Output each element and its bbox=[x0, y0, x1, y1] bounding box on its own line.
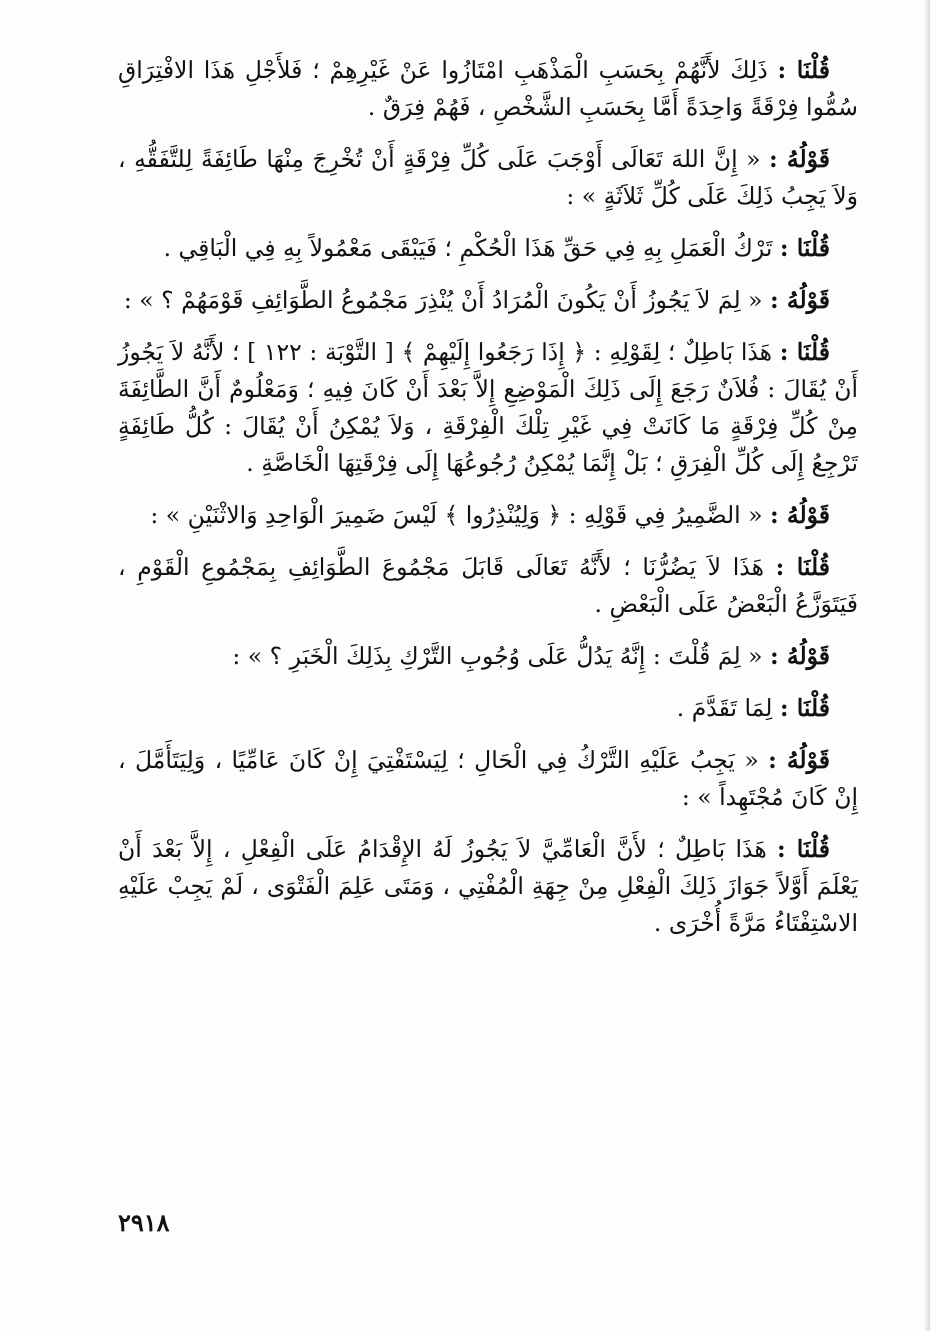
paragraph bbox=[118, 549, 858, 623]
paragraph-text: « الضَّمِيرُ فِي قَوْلِهِ : ﴿ وَلِيُنْذِرُوا ﴾ لَيْسَ ضَمِيرَ الْوَاحِدِ وَالاثْنَيْنِ » : bbox=[150, 501, 763, 529]
paragraph-text: هَذَا بَاطِلٌ ؛ لِقَوْلِهِ : ﴿ إِذَا رَجَعُوا إِلَيْهِمْ ﴾ [ التَّوْبَة : ١٢٢ ] ؛ لأَنَّهُ لاَ يَجُوزُ أَنْ يُقَالَ : فُلاَنٌ رَجَعَ إِلَى ذَلِكَ الْمَوْضِعِ إِلاَّ بَعْدَ أَنْ كَانَ فِيهِ ؛ وَمَعْلُومٌ أَنَّ الطَّائِفَةَ مِنْ كُلِّ فِرْقَةٍ مَا كَانَتْ فِي غَيْرِ تِلْكَ الْفِرْقَةِ ، وَلاَ يُمْكِنُ أَنْ يُقَالَ : كُلُّ طَائِفَةٍ تَرْجِعُ إِلَى كُلِّ الْفِرَقِ ؛ بَلْ إِنَّمَا يُمْكِنُ رُجُوعُهَا إِلَى فِرْقَتِهَا الْخَاصَّةِ . bbox=[118, 338, 858, 477]
paragraph-lead: قُلْنَا : bbox=[775, 553, 830, 581]
paragraph-text: تَرْكُ الْعَمَلِ بِهِ فِي حَقِّ هَذَا الْحُكْمِ ؛ فَيَبْقَى مَعْمُولاً بِهِ فِي الْبَاقِي . bbox=[163, 234, 773, 262]
paragraph bbox=[118, 742, 858, 816]
paragraph-lead: قُلْنَا : bbox=[779, 694, 830, 722]
paragraph-lead: قُلْنَا : bbox=[779, 234, 830, 262]
paragraph-lead: قَوْلُهُ : bbox=[768, 145, 830, 173]
paragraph-lead: قُلْنَا : bbox=[777, 56, 830, 84]
paragraph-text: « يَجِبُ عَلَيْهِ التَّرْكُ فِي الْحَالِ ؛ لِيَسْتَفْتِيَ إِنْ كَانَ عَامِّيًا ، وَلِيَتَأَمَّلَ ، إِنْ كَانَ مُجْتَهِداً » : bbox=[118, 746, 858, 811]
paragraph bbox=[118, 141, 858, 215]
paragraph-text: « لِمَ لاَ يَجُوزُ أَنْ يَكُونَ الْمُرَادُ أَنْ يُنْذِرَ مَجْمُوعُ الطَّوَائِفِ قَوْمَهُمْ ؟ » : bbox=[123, 286, 763, 314]
paragraph-lead: قَوْلُهُ : bbox=[768, 746, 830, 774]
paragraph-text: هَذَا بَاطِلٌ ؛ لأَنَّ الْعَامِّيَّ لاَ يَجُوزُ لَهُ الإِقْدَامُ عَلَى الْفِعْلِ ، إِلاَّ بَعْدَ أَنْ يَعْلَمَ أَوَّلاً جَوَازَ ذَلِكَ الْفِعْلِ مِنْ جِهَةِ الْمُفْتِي ، وَمَتَى عَلِمَ الْفَتْوَى ، لَمْ يَجِبْ عَلَيْهِ الاسْتِفْتَاءُ مَرَّةً أُخْرَى . bbox=[118, 835, 858, 937]
paragraph bbox=[118, 282, 858, 319]
paragraph bbox=[118, 638, 858, 675]
paragraph bbox=[118, 831, 858, 942]
paragraph-text: هَذَا لاَ يَضُرُّنَا ؛ لأَنَّهُ تَعَالَى قَابَلَ مَجْمُوعَ الطَّوَائِفِ بِمَجْمُوعِ الْقَوْمِ ، فَيَتَوَزَّعُ الْبَعْضُ عَلَى الْبَعْضِ . bbox=[118, 553, 858, 618]
paragraph-text: لِمَا تَقَدَّمَ . bbox=[676, 694, 773, 722]
paragraph bbox=[118, 230, 858, 267]
paragraph bbox=[118, 334, 858, 482]
paragraph-lead: قُلْنَا : bbox=[779, 338, 830, 366]
paragraph-text: « لِمَ قُلْتَ : إِنَّهُ يَدُلُّ عَلَى وُجُوبِ التَّرْكِ بِذَلِكَ الْخَبَرِ ؟ » : bbox=[232, 642, 763, 670]
page-number: ٢٩١٨ bbox=[118, 1208, 170, 1237]
paragraph-lead: قُلْنَا : bbox=[777, 835, 830, 863]
paragraph-text: ذَلِكَ لأَنَّهُمْ بِحَسَبِ الْمَذْهَبِ امْتَازُوا عَنْ غَيْرِهِمْ ؛ فَلأَجْلِ هَذَا الافْتِرَاقِ سُمُّوا فِرْقَةً وَاحِدَةً أَمَّا بِحَسَبِ الشَّخْصِ ، فَهُمْ فِرَقٌ . bbox=[118, 56, 858, 121]
paragraph bbox=[118, 690, 858, 727]
page-edge-shadow bbox=[924, 0, 930, 1331]
paragraph bbox=[118, 52, 858, 126]
paragraph-lead: قَوْلُهُ : bbox=[770, 642, 830, 670]
paragraph bbox=[118, 497, 858, 534]
paragraph-lead: قَوْلُهُ : bbox=[770, 501, 830, 529]
paragraph-text: « إِنَّ اللهَ تَعَالَى أَوْجَبَ عَلَى كُلِّ فِرْقَةٍ أَنْ تُخْرِجَ مِنْهَا طَائِفَةً لِلتَّفَقُّهِ ، وَلاَ يَجِبُ ذَلِكَ عَلَى كُلِّ ثَلاَثَةٍ » : bbox=[118, 145, 858, 210]
paragraph-lead: قَوْلُهُ : bbox=[770, 286, 830, 314]
body-text bbox=[118, 52, 858, 957]
